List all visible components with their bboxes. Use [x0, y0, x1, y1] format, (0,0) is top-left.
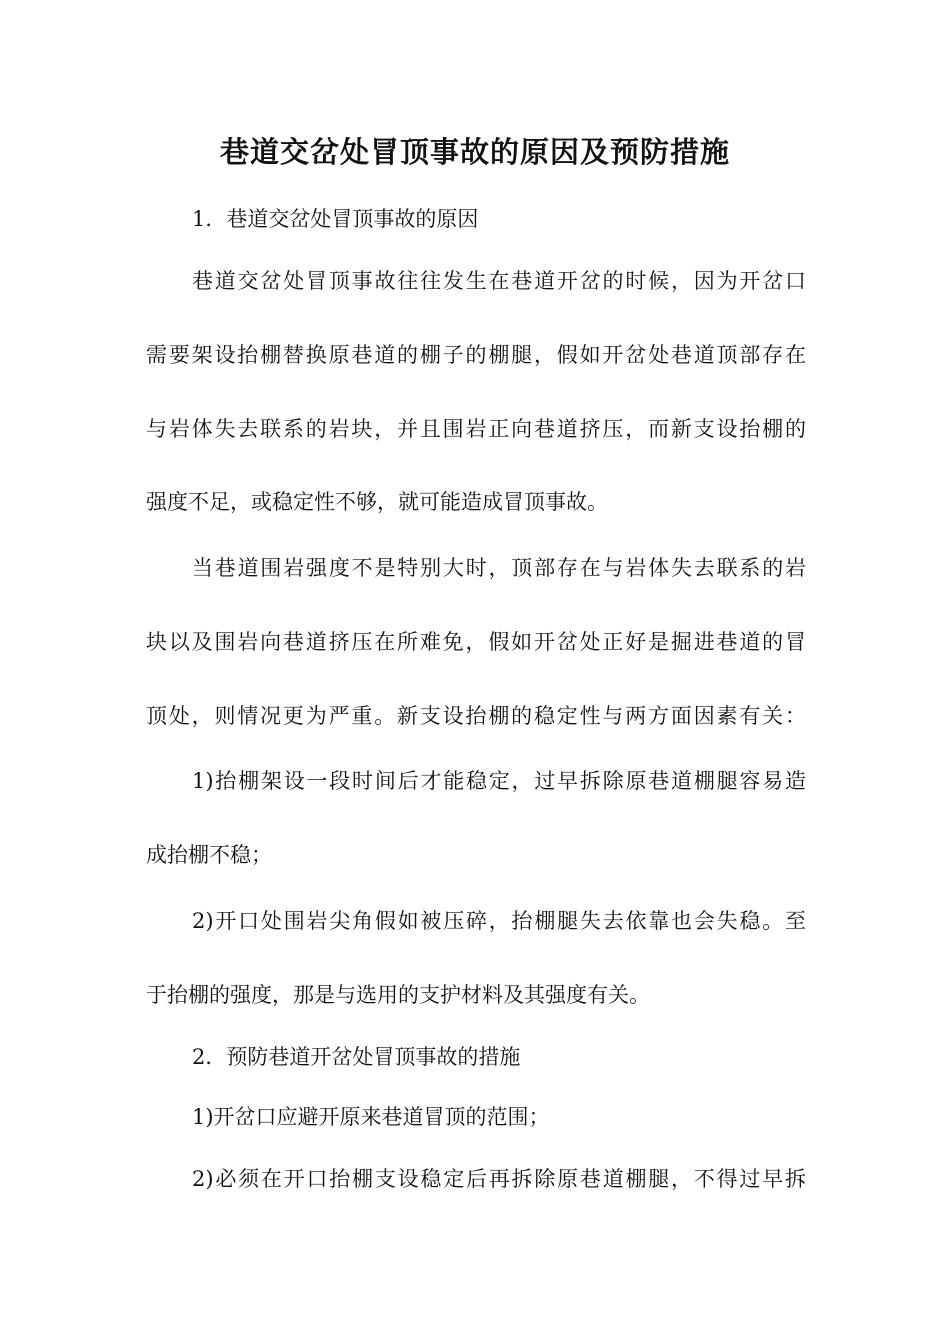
paragraph-line: 强度不足，或稳定性不够，就可能造成冒顶事故。	[146, 490, 608, 514]
list-item-line: 2)必须在开口抬棚支设稳定后再拆除原巷道棚腿，不得过早拆	[192, 1167, 806, 1191]
list-item-line: 于抬棚的强度，那是与选用的支护材料及其强度有关。	[146, 983, 650, 1007]
list-item-line: 成抬棚不稳；	[146, 843, 272, 867]
paragraph-line: 顶处，则情况更为严重。新支设抬棚的稳定性与两方面因素有关：	[146, 704, 806, 728]
paragraph-line: 需要架设抬棚替换原巷道的棚子的棚腿，假如开岔处巷道顶部存在	[146, 343, 806, 367]
document-title: 巷道交岔处冒顶事故的原因及预防措施	[219, 135, 730, 169]
section-heading-measures: 2．预防巷道开岔处冒顶事故的措施	[192, 1045, 521, 1069]
paragraph-line: 巷道交岔处冒顶事故往往发生在巷道开岔的时候，因为开岔口	[192, 269, 806, 293]
list-item-line: 1)开岔口应避开原来巷道冒顶的范围；	[192, 1105, 550, 1129]
paragraph-line: 块以及围岩向巷道挤压在所难免，假如开岔处正好是掘进巷道的冒	[146, 630, 806, 654]
list-item-line: 2)开口处围岩尖角假如被压碎，抬棚腿失去依靠也会失稳。至	[192, 909, 806, 933]
section-heading-causes: 1．巷道交岔处冒顶事故的原因	[192, 207, 479, 231]
paragraph-line: 与岩体失去联系的岩块，并且围岩正向巷道挤压，而新支设抬棚的	[146, 417, 806, 441]
list-item-line: 1)抬棚架设一段时间后才能稳定，过早拆除原巷道棚腿容易造	[192, 769, 806, 793]
paragraph-line: 当巷道围岩强度不是特别大时，顶部存在与岩体失去联系的岩	[192, 556, 806, 580]
